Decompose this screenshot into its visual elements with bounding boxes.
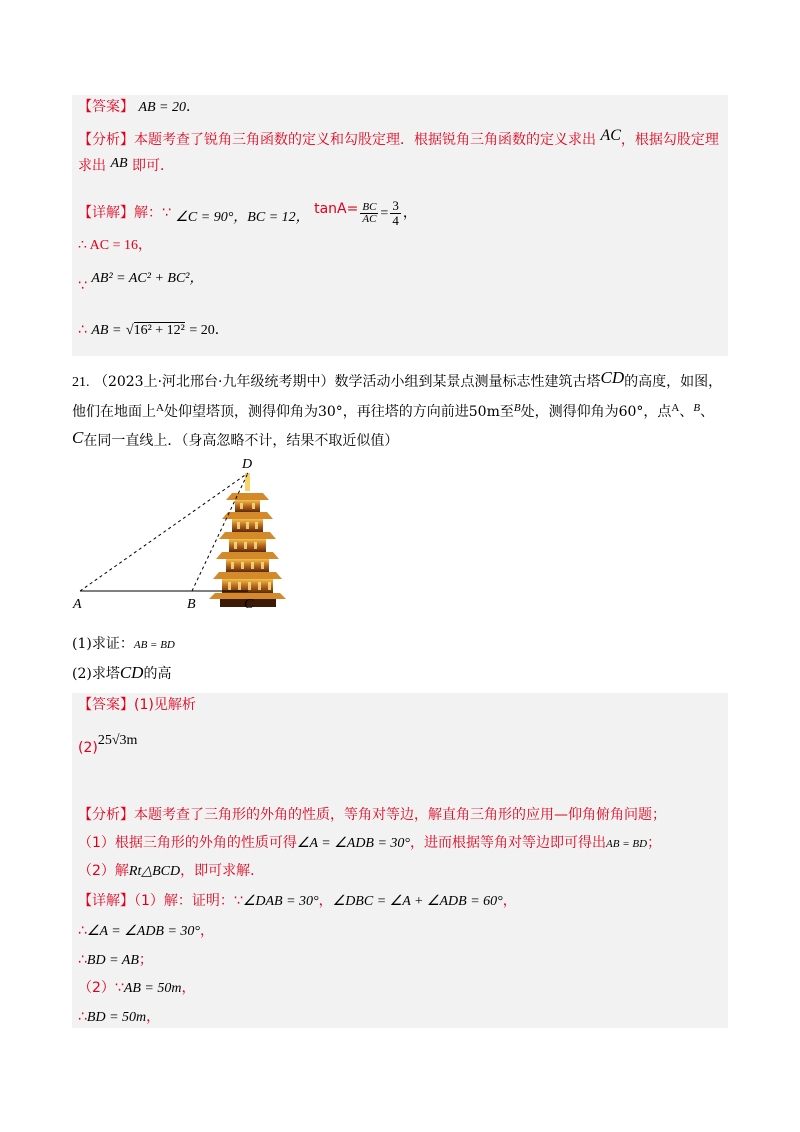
analysis-21-line-3: （2）解Rt△BCD，即可求解． bbox=[78, 863, 265, 879]
tan-fraction: $\frac{BC}{AC}$ bbox=[362, 200, 377, 225]
answer-21-line-1: 【答案】(1)见解析 bbox=[78, 697, 196, 713]
label-c: C bbox=[244, 597, 254, 612]
answer-line: 【答案】 AB = 20． bbox=[78, 99, 201, 115]
pagoda-image bbox=[209, 473, 286, 607]
step-ac: ∴ AC = 16， bbox=[78, 238, 152, 253]
problem-21-line-2: 他们在地面上$^A$处仰望塔顶，测得仰角为30°，再往塔的方向前进50m至$^B$处，测得仰角为60°，点$^A$、$^B$、 bbox=[72, 402, 715, 420]
analysis-21-line-2: （1）根据三角形的外角的性质可得∠A = ∠ADB = 30°，进而根据等角对等边即可得出AB = BD； bbox=[78, 835, 662, 851]
label-b: B bbox=[187, 597, 196, 612]
label-d: D bbox=[242, 457, 253, 472]
answer-21-line-2: (2)25√3m bbox=[78, 733, 138, 756]
analysis-line-2: 求出 AB 即可． bbox=[78, 156, 175, 174]
analysis-21-line-1: 【分析】本题考查了三角形的外角的性质，等角对等边，解直角三角形的应用—仰角俯角问题； bbox=[78, 807, 666, 823]
pagoda-figure bbox=[70, 455, 300, 615]
problem-21-line-3: C在同一直线上．（身高忽略不计，结果不取近似值） bbox=[72, 428, 399, 449]
tan-value-fraction: $\frac{3}{4}$ bbox=[392, 197, 399, 228]
detail-21-step-2: ∴BD = AB； bbox=[78, 952, 153, 968]
step-ab-result: ∴ AB = √16² + 12² = 20． bbox=[78, 322, 229, 338]
step-pythagoras: ∵ AB² = AC² + BC²， bbox=[78, 271, 204, 294]
detail-line-1: 【详解】解：∵ ∠C = 90°，BC = 12， tanA= $\frac{BC}{AC}$ = $\frac{3}{4}$ ， bbox=[78, 197, 417, 228]
question-2: (2)求塔CD的高 bbox=[72, 663, 172, 682]
question-1: (1)求证：AB = BD bbox=[72, 636, 175, 652]
detail-21-step-1: ∴∠A = ∠ADB = 30°， bbox=[78, 923, 215, 939]
detail-21-step-3: （2）∵AB = 50m， bbox=[78, 980, 196, 996]
analysis-line-1: 【分析】本题考查了锐角三角函数的定义和勾股定理．根据锐角三角函数的定义求出 AC，根据勾股定理 bbox=[78, 127, 719, 148]
detail-21-step-4: ∴BD = 50m， bbox=[78, 1009, 161, 1025]
label-a: A bbox=[73, 597, 82, 612]
detail-21-line-1: 【详解】（1）解：证明：∵∠DAB = 30°，∠DBC = ∠A + ∠ADB = 60°， bbox=[78, 893, 517, 909]
problem-21-line-1: 21. （2023上·河北邢台·九年级统考期中）数学活动小组到某景点测量标志性建筑古塔CD的高度，如图， bbox=[72, 368, 723, 390]
